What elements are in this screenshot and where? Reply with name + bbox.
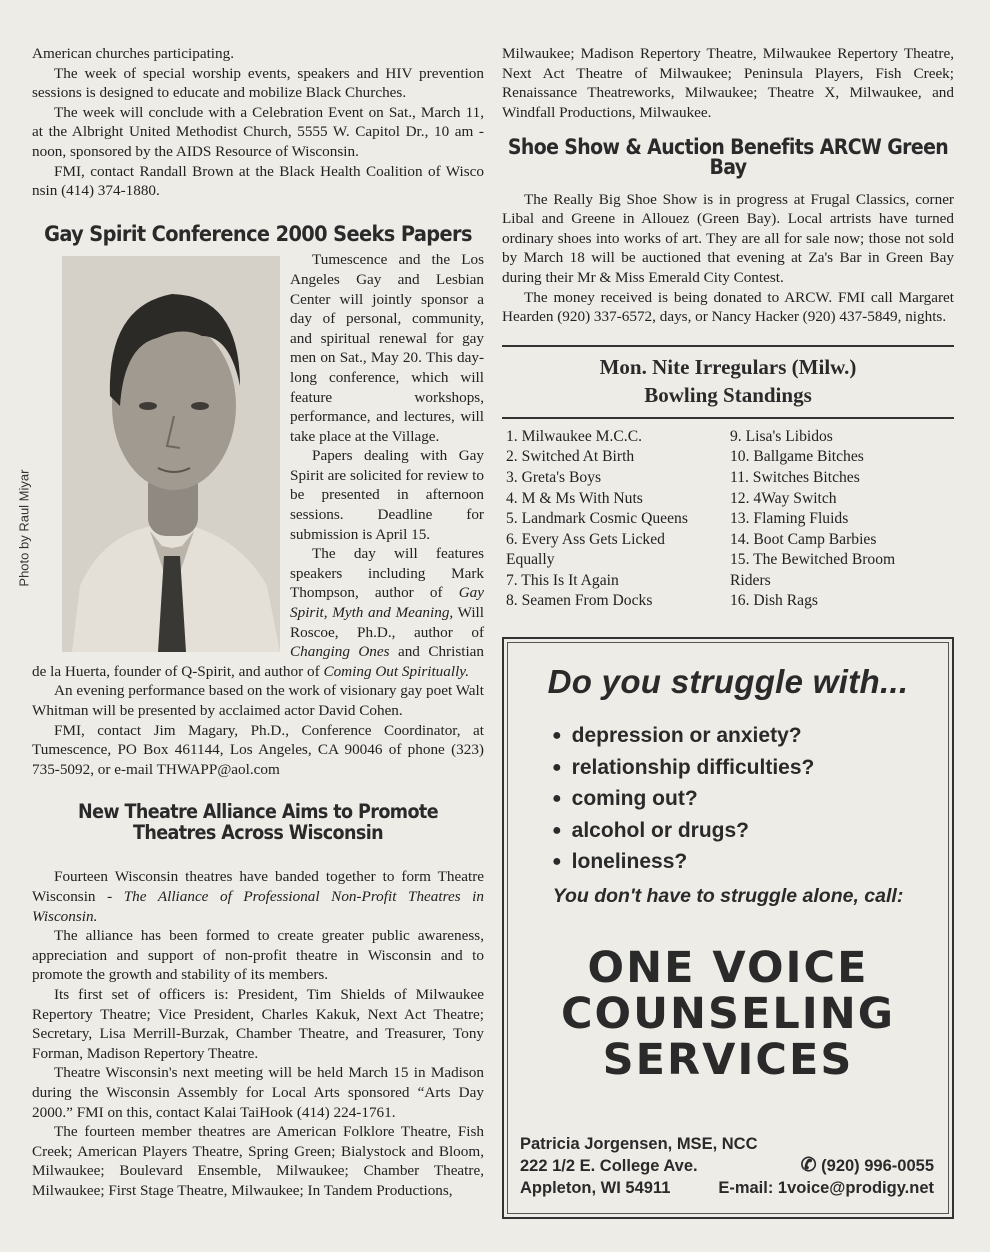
text: and Christian de la Huerta, founder of Q-Spirit, and author of <box>32 643 484 680</box>
shoe-show-heading: Shoe Show & Auction Benefits ARCW Green Bay <box>507 135 949 179</box>
gay-spirit-heading: Gay Spirit Conference 2000 Seeks Papers <box>44 221 472 247</box>
list-item: 1. Milwaukee M.C.C. <box>506 427 643 445</box>
list-item: 2. Switched At Birth <box>506 448 635 466</box>
paragraph: Tumescence and the Los Angeles Gay and Lesbian Center will jointly sponsor a day of personal, community, and spiritual renewal for gay men on Sat., May 20. This day-long conference, which will feature workshops, performance, and lectures, will take place at the Village. <box>290 251 484 445</box>
theatre-heading <box>32 801 484 843</box>
standings-column-right <box>730 427 954 612</box>
left-column <box>16 0 484 1200</box>
org-name-line: COUNSELING <box>560 989 896 1039</box>
bowling-title <box>502 353 954 409</box>
right-column <box>502 0 954 612</box>
list-item: ● relationship difficulties? <box>552 753 814 785</box>
text: Fourteen Wisconsin theatres have banded together to form Theatre Wisconsin - <box>32 868 484 905</box>
standings-column-left <box>506 427 730 612</box>
paragraph: The alliance has been formed to create greater public awareness, appreciation and support of non-profit theatre in Wisconsin and to promote the growth and stability of its members. <box>32 927 484 984</box>
paragraph: The Really Big Shoe Show is in progress at Frugal Classics, corner Libal and Greene in Allouez (Green Bay). Local artrists have turned ordinary shoes into works of art. They are all for sale now; those not sold by March 18 will be auctioned that evening at Za's Bar in Green Bay during their Mr & Miss Emerald City Contest. <box>502 190 954 286</box>
list-item: 12. 4Way Switch <box>730 489 837 507</box>
phone-icon: ✆ <box>800 1155 817 1176</box>
portrait-photo <box>62 256 280 652</box>
list-item: 9. Lisa's Libidos <box>730 427 833 445</box>
list-item: 4. M & Ms With Nuts <box>506 489 643 507</box>
paragraph: The fourteen member theatres are American Folklore Theatre, Fish Creek; American Players Theatre, Spring Green; Bialystock and Bloom, Milwaukee; Boulevard Ensemble, Milwaukee; Chamber Theatre, Milwaukee; First Stage Theatre, Milwaukee; In Tandem Productions, <box>32 1123 484 1199</box>
org-name-line: ONE VOICE <box>587 943 869 993</box>
ad-symptom-list <box>552 721 814 879</box>
photo-block: Photo by Raul Miyar <box>32 256 280 656</box>
divider <box>502 345 954 347</box>
list-item: Riders <box>730 571 771 589</box>
theatre-heading-line: Theatres Across Wisconsin <box>132 821 384 845</box>
list-item: ● alcohol or drugs? <box>552 816 814 848</box>
paragraph: Its first set of officers is: President, Tim Shields of Milwaukee Repertory Theatre; Vice President, Charles Kakuk, Next Act Theatre; Secretary, Lisa Merrill-Burzak, Chamber Theatre, and Treasurer, Tony Forman, Madison Repertory Theatre. <box>32 985 484 1062</box>
list-item: 13. Flaming Fluids <box>730 510 849 528</box>
contact-city: Appleton, WI 54911 <box>520 1179 671 1197</box>
list-item: 16. Dish Rags <box>730 592 818 610</box>
book-title: Coming Out Spiritually. <box>323 662 469 680</box>
list-item: ● depression or anxiety? <box>552 721 814 753</box>
paragraph: Milwaukee; Madison Repertory Theatre, Milwaukee Repertory Theatre, Next Act Theatre of Milwaukee; Peninsula Players, Fish Creek; Renaissance Theatreworks, Milwaukee; Theatre X, Milwaukee, and Windfall Productions, Milwaukee. <box>502 45 954 121</box>
paragraph: The money received is being donated to ARCW. FMI call Margaret Hearden (920) 337-6572, days, or Nancy Hacker (920) 437-5849, nights. <box>502 288 954 326</box>
contact-phone-wrap <box>801 1155 934 1177</box>
ad-headline: Do you struggle with... <box>547 663 909 700</box>
paragraph: The week of special worship events, speakers and HIV prevention sessions is designed to educate and mobilize Black Churches. <box>32 64 484 102</box>
list-item: 3. Greta's Boys <box>506 468 602 486</box>
paragraph: The week will conclude with a Celebration Event on Sat., March 11, at the Albright United Methodist Church, 5555 W. Capitol Dr., 10 am - noon, sponsored by the AIDS Resource of Wisconsin. <box>32 103 484 160</box>
list-item: 14. Boot Camp Barbies <box>730 530 877 548</box>
list-item: 7. This Is It Again <box>506 571 619 589</box>
paragraph: FMI, contact Randall Brown at the Black Health Coalition of Wisco nsin (414) 374-1880. <box>32 162 484 200</box>
list-item: 6. Every Ass Gets Licked <box>506 530 665 548</box>
paragraph: Theatre Wisconsin's next meeting will be held March 15 in Madison during the Wisconsin Assembly for Local Arts sponsored “Arts Day 2000.” FMI on this, contact Kalai TaiHook (414) 224-1761. <box>32 1064 484 1121</box>
book-title: Gay Spirit, Myth and Meaning, <box>290 584 484 622</box>
ad-inner-frame <box>507 642 949 1214</box>
list-item: 8. Seamen From Docks <box>506 592 653 610</box>
book-title: Changing Ones <box>290 643 390 661</box>
text: Will Roscoe, Ph.D., author of <box>290 604 484 641</box>
list-item: 5. Landmark Cosmic Queens <box>506 510 688 528</box>
text: The day will features speakers including Mark Thompson, author of <box>290 545 484 602</box>
list-item: ● loneliness? <box>552 847 814 879</box>
bowling-standings <box>502 427 954 612</box>
paragraph: An evening performance based on the work of visionary gay poet Walt Whitman will be presented by acclaimed actor David Cohen. <box>32 682 484 719</box>
alliance-name: The Alliance of Professional Non-Profit Theatres in Wisconsin. <box>32 887 484 925</box>
bowling-title-line: Mon. Nite Irregulars (Milw.) <box>599 354 857 379</box>
paragraph: FMI, contact Jim Magary, Ph.D., Conference Coordinator, at Tumescence, PO Box 461144, Los Angeles, CA 90046 of phone (323) 735-5092, or e-mail THWAPP@aol.com <box>32 721 484 778</box>
counseling-ad <box>502 637 954 1219</box>
list-item: 11. Switches Bitches <box>730 468 860 486</box>
paragraph: American churches participating. <box>32 45 234 62</box>
ad-contact-info <box>520 1133 934 1199</box>
theatre-heading-line: New Theatre Alliance Aims to Promote <box>77 800 439 824</box>
organization-name <box>508 945 948 1083</box>
contact-phone: (920) 996-0055 <box>821 1157 934 1175</box>
paragraph <box>32 867 484 926</box>
org-name-line: SERVICES <box>602 1035 854 1085</box>
bowling-title-line: Bowling Standings <box>644 382 812 407</box>
divider <box>502 417 954 419</box>
list-item: Equally <box>506 551 555 569</box>
contact-email: E-mail: 1voice@prodigy.net <box>718 1179 934 1197</box>
list-item: 10. Ballgame Bitches <box>730 448 864 466</box>
paragraph: Papers dealing with Gay Spirit are solicited for review to be presented in afternoon sessions. Deadline for submission is April 15. <box>290 447 484 543</box>
contact-address: 222 1/2 E. College Ave. <box>520 1157 698 1175</box>
contact-name: Patricia Jorgensen, MSE, NCC <box>520 1135 758 1153</box>
list-item: 15. The Bewitched Broom <box>730 551 896 569</box>
list-item: ● coming out? <box>552 784 814 816</box>
ad-tagline: You don't have to struggle alone, call: <box>552 885 904 907</box>
